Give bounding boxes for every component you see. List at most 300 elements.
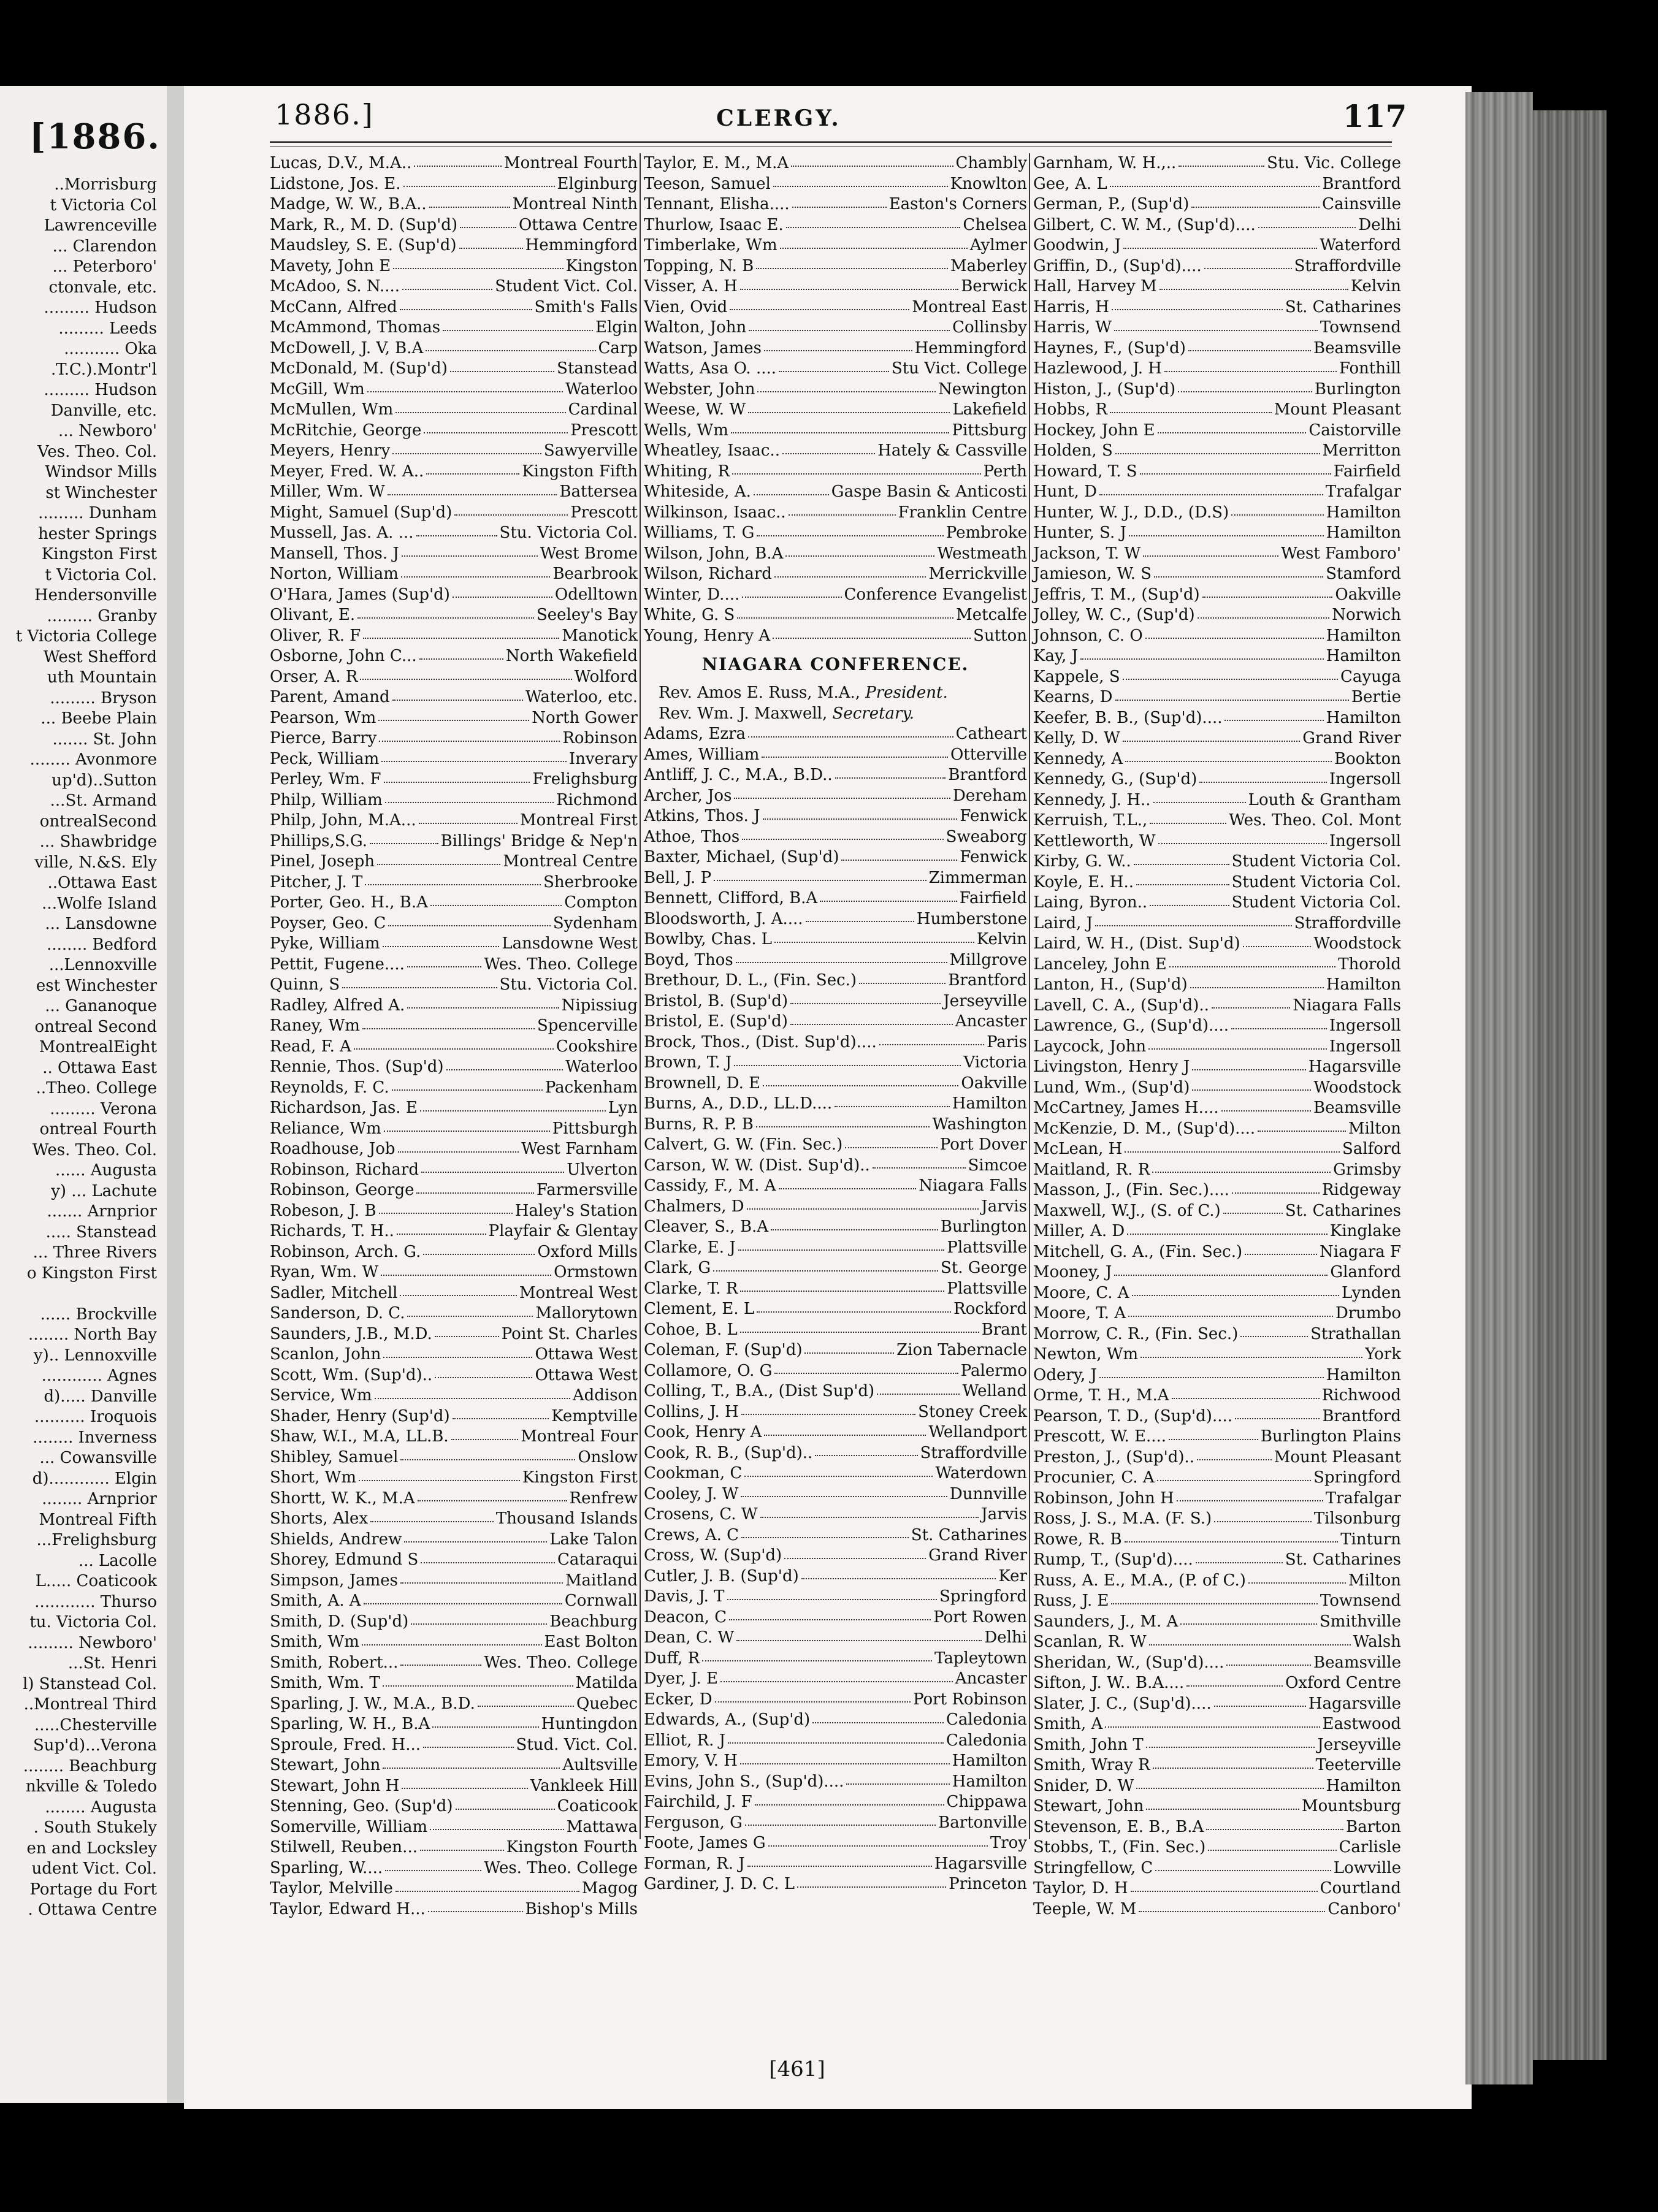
column-2 <box>644 153 1027 1895</box>
leader-dots <box>364 1603 562 1604</box>
directory-entry <box>270 667 638 688</box>
place-name: Lowville <box>1333 1858 1401 1877</box>
clergy-name: Cook, Henry A <box>644 1423 762 1441</box>
directory-entry <box>270 1817 638 1838</box>
directory-entry <box>270 996 638 1016</box>
directory-entry <box>1033 646 1401 667</box>
clergy-name: Wheatley, Isaac.. <box>644 441 780 460</box>
leader-dots <box>392 1089 543 1091</box>
directory-entry <box>1033 1344 1401 1365</box>
leader-dots <box>812 1722 944 1723</box>
left-page-line: tu. Victoria Col. <box>29 1613 157 1631</box>
clergy-name: Kappele, S <box>1033 667 1120 686</box>
directory-entry <box>270 400 638 421</box>
leader-dots <box>1131 1891 1318 1892</box>
left-page-line <box>0 1284 157 1305</box>
clergy-name: Robinson, John H <box>1033 1489 1174 1508</box>
clergy-name: Jeffris, T. M., (Sup'd) <box>1033 585 1200 604</box>
clergy-name: Mooney, J <box>1033 1263 1112 1281</box>
place-name: Prescott <box>570 503 638 522</box>
left-page-line: Kingston First <box>41 545 157 563</box>
directory-entry <box>270 1653 638 1674</box>
place-name: North Wakefield <box>505 647 638 665</box>
leader-dots <box>1110 412 1272 413</box>
place-name: Kingston <box>565 256 638 275</box>
leader-dots <box>736 962 947 963</box>
place-name: Catheart <box>955 725 1027 743</box>
clergy-name: Brown, T. J <box>644 1053 732 1072</box>
clergy-name: Kerruish, T.L., <box>1033 811 1148 830</box>
left-page-line: ... Gananoque <box>45 997 157 1015</box>
place-name: Niagara Falls <box>919 1177 1027 1195</box>
directory-entry <box>1033 1078 1401 1099</box>
place-name: Sutton <box>973 626 1027 645</box>
place-name: Oxford Mills <box>537 1242 638 1261</box>
leader-dots <box>734 798 950 799</box>
clergy-name: Lidstone, Jos. E. <box>270 174 401 193</box>
place-name: Straffordville <box>1294 256 1401 275</box>
left-page-line: . Ottawa Centre <box>28 1901 157 1919</box>
directory-entry <box>1033 790 1401 811</box>
clergy-name: Raney, Wm <box>270 1016 360 1035</box>
clergy-name: Timberlake, Wm <box>644 236 777 254</box>
leader-dots <box>428 1911 523 1912</box>
place-name: Westmeath <box>937 544 1027 563</box>
place-name: Perth <box>983 462 1027 481</box>
leader-dots <box>757 391 936 392</box>
clergy-name: Walton, John <box>644 318 747 337</box>
directory-entry <box>270 852 638 872</box>
clergy-name: Stobbs, T., (Fin. Sec.) <box>1033 1838 1206 1856</box>
leader-dots <box>1158 432 1307 433</box>
clergy-name: Vien, Ovid <box>644 297 728 316</box>
clergy-name: Lucas, D.V., M.A.. <box>270 154 412 172</box>
directory-entry <box>644 379 1027 400</box>
leader-dots <box>757 535 943 536</box>
place-name: Huntingdon <box>541 1715 638 1733</box>
directory-entry <box>644 1402 1027 1423</box>
directory-entry <box>1033 1386 1401 1406</box>
directory-entry <box>270 626 638 647</box>
clergy-name: Smith, A. A <box>270 1592 361 1610</box>
directory-entry <box>270 1509 638 1530</box>
directory-entry <box>1033 1612 1401 1633</box>
directory-entry <box>644 503 1027 524</box>
directory-entry <box>644 1669 1027 1690</box>
leader-dots <box>730 309 909 310</box>
leader-dots <box>392 453 541 454</box>
left-page-line: ....... Arnprior <box>47 1202 157 1221</box>
clergy-name: Laing, Byron.. <box>1033 893 1148 912</box>
directory-entry <box>270 462 638 482</box>
directory-entry <box>1033 687 1401 708</box>
leader-dots <box>403 186 555 187</box>
header-rule <box>270 141 1392 147</box>
leader-dots <box>426 473 519 475</box>
directory-entry <box>270 1037 638 1058</box>
place-name: Berwick <box>961 277 1027 296</box>
place-name: Springford <box>1313 1468 1401 1487</box>
place-name: Beamsville <box>1313 1653 1401 1672</box>
leader-dots <box>879 1044 984 1045</box>
directory-entry <box>270 893 638 913</box>
place-name: Eastwood <box>1322 1715 1401 1733</box>
directory-entry <box>644 338 1027 359</box>
place-name: Compton <box>564 893 638 912</box>
left-page-line: ......... Newboro' <box>28 1633 157 1652</box>
place-name: Mount Pleasant <box>1274 1447 1401 1466</box>
clergy-name: Watts, Asa O. .... <box>644 359 776 378</box>
place-name: Stu. Victoria Col. <box>499 524 638 542</box>
place-name: Nipissiug <box>561 996 638 1015</box>
directory-entry <box>270 1221 638 1242</box>
directory-entry <box>270 1406 638 1427</box>
left-page-line: ...Lennoxville <box>48 956 157 974</box>
place-name: Easton's Corners <box>888 195 1027 213</box>
left-page-line: ........ Inverness <box>32 1428 157 1447</box>
leader-dots <box>1150 905 1229 906</box>
directory-entry <box>644 1320 1027 1341</box>
leader-dots <box>400 309 532 310</box>
clergy-name: Lanton, H., (Sup'd) <box>1033 975 1188 994</box>
clergy-name: Clement, E. L <box>644 1300 755 1318</box>
clergy-name: Kearns, D <box>1033 688 1113 706</box>
directory-entry <box>644 827 1027 848</box>
clergy-name: White, G. S <box>644 606 735 624</box>
directory-entry <box>1033 872 1401 893</box>
leader-dots <box>1136 884 1229 885</box>
place-name: Woodstock <box>1313 934 1401 953</box>
leader-dots <box>453 597 552 598</box>
leader-dots <box>873 1167 966 1169</box>
directory-entry <box>1033 1694 1401 1715</box>
clergy-name: Scanlan, R. W <box>1033 1633 1147 1651</box>
directory-entry <box>644 585 1027 606</box>
place-name: Ottawa Centre <box>518 215 638 234</box>
leader-dots <box>395 1891 579 1892</box>
leader-dots <box>416 535 497 536</box>
place-name: Jerseyville <box>943 991 1027 1010</box>
clergy-name: Antliff, J. C., M.A., B.D.. <box>644 766 833 784</box>
directory-entry <box>270 1303 638 1324</box>
footer-page-ref: [461] <box>769 2057 825 2081</box>
directory-entry <box>1033 769 1401 790</box>
directory-entry <box>1033 728 1401 749</box>
leader-dots <box>740 289 958 290</box>
place-name: Kinglake <box>1329 1222 1401 1240</box>
clergy-name: Morrow, C. R., (Fin. Sec.) <box>1033 1324 1239 1343</box>
leader-dots <box>747 1866 932 1867</box>
directory-entry <box>270 749 638 770</box>
left-page-line: .....Chesterville <box>34 1715 157 1734</box>
directory-entry <box>270 1694 638 1715</box>
leader-dots <box>1232 1192 1320 1194</box>
leader-dots <box>1139 1911 1325 1912</box>
leader-dots <box>1115 453 1320 454</box>
left-page-line: .T.C.).Montr'l <box>50 360 157 379</box>
place-name: Port Dover <box>939 1135 1027 1154</box>
place-name: Dereham <box>953 786 1027 805</box>
left-page-line: West Shefford <box>43 647 157 666</box>
left-page-line: ........ North Bay <box>28 1325 157 1344</box>
place-name: Hagarsville <box>1308 1058 1401 1076</box>
clergy-name: Stenning, Geo. (Sup'd) <box>270 1797 453 1815</box>
left-page-line: ...St. Armand <box>50 791 157 810</box>
leader-dots <box>435 1377 532 1378</box>
clergy-name: Clarke, E. J <box>644 1238 736 1257</box>
leader-dots <box>738 1249 945 1251</box>
leader-dots <box>1214 1706 1306 1707</box>
leader-dots <box>446 1069 563 1070</box>
place-name: Stu Vict. College <box>891 359 1027 378</box>
leader-dots <box>1129 535 1324 536</box>
place-name: York <box>1365 1345 1401 1363</box>
leader-dots <box>1190 987 1324 988</box>
clergy-name: Howard, T. S <box>1033 462 1137 481</box>
clergy-name: Ecker, D <box>644 1690 712 1709</box>
clergy-name: Scott, Wm. (Sup'd).. <box>270 1365 433 1384</box>
clergy-name: Brock, Thos., (Dist. Sup'd).... <box>644 1032 877 1051</box>
leader-dots <box>740 1763 950 1764</box>
directory-entry <box>270 646 638 667</box>
leader-dots <box>1157 1480 1311 1481</box>
leader-dots <box>779 371 889 372</box>
place-name: Courtland <box>1320 1879 1401 1897</box>
place-name: Victoria <box>963 1053 1027 1072</box>
directory-entry <box>270 790 638 811</box>
place-name: Zion Tabernacle <box>896 1341 1027 1359</box>
directory-entry <box>270 934 638 955</box>
place-name: Burlington <box>1314 379 1401 399</box>
leader-dots <box>790 1024 953 1025</box>
clergy-name: Taylor, Melville <box>270 1879 393 1897</box>
place-name: Ottawa West <box>535 1365 638 1384</box>
directory-entry <box>1033 1735 1401 1756</box>
clergy-name: Atkins, Thos. J <box>644 807 760 825</box>
place-name: Wes. Theo. College <box>484 1858 638 1877</box>
clergy-name: Smith, Robert... <box>270 1653 399 1672</box>
left-page-line: ......... Leeds <box>58 319 157 338</box>
leader-dots <box>1123 248 1317 249</box>
clergy-name: Prescott, W. E.... <box>1033 1427 1167 1446</box>
place-name: Waterford <box>1320 236 1401 254</box>
directory-entry <box>270 1530 638 1550</box>
clergy-name: Saunders, J., M. A <box>1033 1612 1179 1631</box>
directory-entry <box>270 605 638 626</box>
clergy-name: Sanderson, D. C. <box>270 1304 405 1322</box>
clergy-name: Wilson, John, B.A <box>644 544 784 563</box>
place-name: Kelvin <box>976 930 1027 948</box>
clergy-name: McKenzie, D. M., (Sup'd).... <box>1033 1119 1256 1138</box>
place-name: Farmersville <box>536 1181 638 1199</box>
clergy-name: Pyke, William <box>270 934 380 953</box>
directory-entry <box>270 276 638 297</box>
place-name: Stud. Vict. Col. <box>516 1735 638 1754</box>
leader-dots <box>1177 1500 1323 1501</box>
left-page-line: Portage du Fort <box>29 1880 157 1899</box>
directory-entry <box>270 544 638 565</box>
place-name: Delhi <box>984 1628 1027 1647</box>
place-name: Kelvin <box>1350 277 1401 296</box>
clergy-name: Reliance, Wm <box>270 1119 381 1138</box>
place-name: Fonthill <box>1339 359 1401 378</box>
directory-entry <box>270 1160 638 1181</box>
clergy-name: Radley, Alfred A. <box>270 996 405 1015</box>
leader-dots <box>392 700 523 701</box>
leader-dots <box>740 1332 979 1333</box>
place-name: Coaticook <box>557 1797 638 1815</box>
directory-entry <box>1033 564 1401 585</box>
clergy-name: Kettleworth, W <box>1033 831 1156 850</box>
directory-entry <box>270 379 638 400</box>
place-name: Onslow <box>578 1447 638 1466</box>
place-name: Tilsonburg <box>1313 1509 1401 1528</box>
left-page-line: ... Clarendon <box>52 237 157 256</box>
place-name: Richmond <box>556 790 638 809</box>
leader-dots <box>1110 186 1320 187</box>
place-name: Thousand Islands <box>495 1509 638 1528</box>
left-page-line: ... Shawbridge <box>39 833 157 851</box>
clergy-name: Orser, A. R <box>270 667 358 686</box>
directory-entry <box>644 1751 1027 1772</box>
clergy-name: Hunter, S. J <box>1033 524 1126 542</box>
place-name: North Gower <box>532 708 638 727</box>
directory-entry <box>644 724 1027 745</box>
left-page-line: Wes. Theo. Col. <box>32 1140 157 1159</box>
leader-dots <box>381 1275 551 1276</box>
leader-dots <box>774 1373 958 1374</box>
leader-dots <box>1169 1439 1258 1440</box>
directory-entry <box>1033 1201 1401 1222</box>
place-name: Lake Talon <box>549 1530 638 1549</box>
leader-dots <box>443 330 593 331</box>
leader-dots <box>456 1809 555 1810</box>
leader-dots <box>768 1845 988 1847</box>
leader-dots <box>764 350 912 351</box>
directory-entry <box>1033 338 1401 359</box>
place-name: Ingersoll <box>1329 770 1401 788</box>
place-name: St. Catharines <box>1285 297 1401 316</box>
leader-dots <box>728 1742 944 1744</box>
place-name: Mattawa <box>566 1817 638 1836</box>
place-name: Metcalfe <box>956 606 1027 624</box>
left-page-line: ......... Granby <box>47 606 157 625</box>
clergy-name: Masson, J., (Fin. Sec.).... <box>1033 1181 1229 1199</box>
clergy-name: Orme, T. H., M.A <box>1033 1386 1169 1405</box>
leader-dots <box>744 1476 933 1477</box>
directory-entry <box>270 1796 638 1817</box>
directory-entry <box>644 1813 1027 1834</box>
directory-entry <box>644 256 1027 277</box>
place-name: Drumbo <box>1335 1304 1401 1322</box>
clergy-name: Read, F. A <box>270 1037 351 1056</box>
leader-dots <box>407 1007 559 1009</box>
place-name: Simcoe <box>968 1156 1027 1175</box>
place-name: Cornwall <box>564 1592 638 1610</box>
directory-entry <box>270 194 638 215</box>
directory-entry <box>1033 441 1401 462</box>
leader-dots <box>1212 1007 1290 1009</box>
leader-dots <box>760 1517 979 1518</box>
place-name: Fairfield <box>959 889 1027 907</box>
place-name: Bookton <box>1334 749 1401 768</box>
place-name: Plattsville <box>947 1238 1027 1257</box>
leader-dots <box>756 1126 930 1127</box>
clergy-name: Kennedy, J. H.. <box>1033 790 1151 809</box>
clergy-name: Smith, Wm. T <box>270 1674 380 1692</box>
leader-dots <box>1111 1603 1317 1604</box>
clergy-name: Gilbert, C. W. M., (Sup'd).... <box>1033 215 1256 234</box>
column-2-top-list <box>644 153 1027 646</box>
place-name: Spencerville <box>537 1016 638 1035</box>
leader-dots <box>1128 1316 1333 1317</box>
place-name: Barton <box>1346 1817 1401 1836</box>
left-page-line: ontreal Second <box>34 1017 157 1036</box>
place-name: Quebec <box>576 1694 638 1713</box>
clergy-name: Madge, W. W., B.A.. <box>270 195 427 213</box>
clergy-name: Porter, Geo. H., B.A <box>270 893 428 912</box>
place-name: Montreal Four <box>521 1427 638 1446</box>
clergy-name: Ferguson, G <box>644 1813 743 1832</box>
place-name: Merritton <box>1322 441 1401 460</box>
leader-dots <box>846 1783 949 1785</box>
leader-dots <box>453 1418 549 1419</box>
left-page-line: Hendersonville <box>34 586 157 604</box>
place-name: Beamsville <box>1313 338 1401 357</box>
place-name: Battersea <box>559 482 638 501</box>
place-name: Washington <box>932 1115 1027 1134</box>
place-name: Louth & Grantham <box>1248 790 1401 809</box>
clergy-name: Livingston, Henry J <box>1033 1058 1190 1076</box>
leader-dots <box>1127 1234 1328 1235</box>
place-name: Aylmer <box>969 236 1027 254</box>
clergy-name: Crews, A. C <box>644 1525 739 1544</box>
directory-entry <box>1033 1550 1401 1571</box>
clergy-name: Richards, T. H.. <box>270 1222 394 1240</box>
leader-dots <box>1226 1665 1311 1666</box>
left-page-line: ...... Brockville <box>40 1305 157 1324</box>
leader-dots <box>400 1665 481 1666</box>
leader-dots <box>1150 823 1226 824</box>
leader-dots <box>1214 1521 1312 1522</box>
leader-dots <box>423 1747 514 1748</box>
place-name: Lyn <box>608 1099 638 1117</box>
leader-dots <box>1154 576 1323 578</box>
leader-dots <box>424 432 568 433</box>
directory-entry <box>270 1324 638 1345</box>
directory-entry <box>270 585 638 606</box>
place-name: Hamilton <box>1326 503 1401 522</box>
clergy-name: Procunier, C. A <box>1033 1468 1155 1487</box>
left-page-lines <box>0 175 157 1921</box>
clergy-name: Cleaver, S., B.A <box>644 1218 769 1236</box>
clergy-name: Whiting, R <box>644 462 730 481</box>
directory-entry <box>270 1098 638 1119</box>
clergy-name: Elliot, R. J <box>644 1731 726 1750</box>
place-name: Wes. Theo. College <box>484 955 638 974</box>
place-name: Beachburg <box>549 1612 638 1631</box>
directory-entry <box>270 1365 638 1386</box>
directory-entry <box>644 1115 1027 1135</box>
directory-entry <box>270 1571 638 1592</box>
place-name: Montreal Fourth <box>503 154 638 172</box>
leader-dots <box>742 597 841 598</box>
directory-entry <box>644 174 1027 195</box>
left-page-line: ..Ottawa East <box>47 874 157 892</box>
place-name: Stoney Creek <box>918 1402 1027 1421</box>
clergy-name: Robinson, George <box>270 1181 415 1199</box>
leader-dots <box>1143 555 1278 557</box>
